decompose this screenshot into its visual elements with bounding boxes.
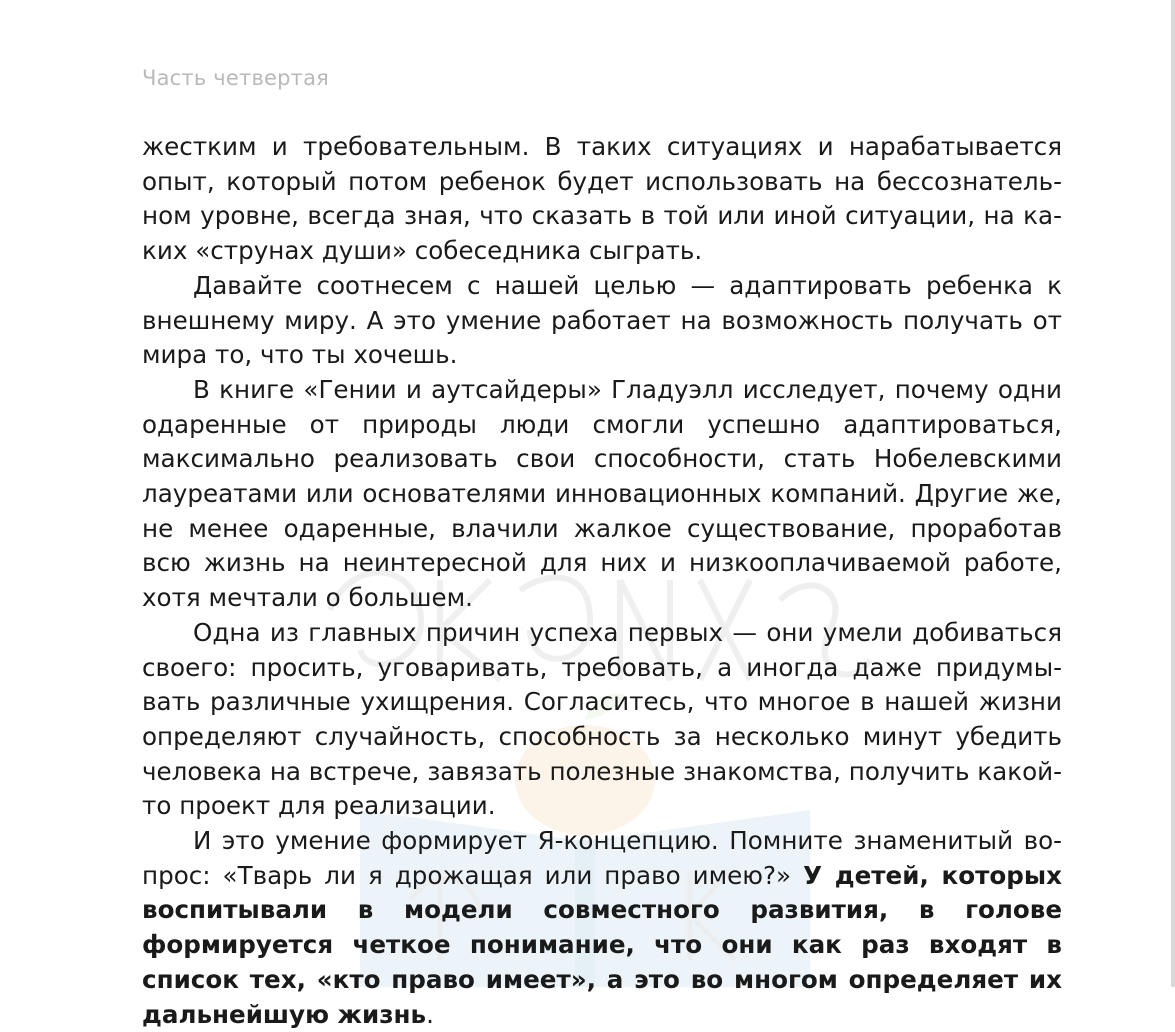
paragraph-end: . — [426, 999, 434, 1029]
paragraph-text: В книге «Гении и аутсайдеры» Гладуэлл исследует, почему одни одаренные от природы люди смогли успешно адаптироваться, максимально реализовать свои способности, стать Нобелевскими лауреатами или основателями инновационных компаний. Другие же, не менее одаренные, влачили жалкое существование, проработав всю жизнь на неинтересной для них и низкооплачиваемой работе, хотя мечтали о большем. — [142, 374, 1062, 613]
paragraph-text: И это умение формирует Я-концепцию. Помните знаменитый вопрос: «Тварь ли я дрожащая или право имею?» — [142, 826, 1062, 890]
paragraph-text: Одна из главных причин успеха первых — они умели добиваться своего: просить, уговаривать, требовать, а иногда даже придумывать различные ухищрения. Согласитесь, что многое в нашей жизни определяют случайность, способность за несколько минут убедить человека на встрече, завязать полезные знакомства, получить какой-то проект для реализации. — [142, 617, 1062, 821]
body-text — [142, 130, 1062, 1032]
paragraph-text: жестким и требовательным. В таких ситуациях и нарабатывается опыт, который потом ребенок будет использовать на бессознательном уровне, всегда зная, что сказать в той или иной ситуации, на каких «струнах души» собеседника сыграть. — [142, 132, 1062, 266]
paragraph — [142, 616, 1062, 824]
paragraph — [142, 824, 1062, 1032]
paragraph-text: Давайте соотнесем с нашей целью — адаптировать ребенка к внешнему миру. А это умение работает на возможность получать от мира то, что ты хочешь. — [142, 270, 1062, 370]
paragraph — [142, 130, 1062, 269]
page-edge — [1171, 0, 1175, 987]
paragraph — [142, 373, 1062, 616]
emphasized-text: У детей, которых воспитывали в модели совместного развития, в голове формируется четкое понимание, что они как раз входят в список тех, «кто право имеет», а это во многом определяет их дальнейшую жизнь — [142, 860, 1062, 1029]
running-header: Часть четвертая — [142, 66, 330, 90]
paragraph — [142, 269, 1062, 373]
